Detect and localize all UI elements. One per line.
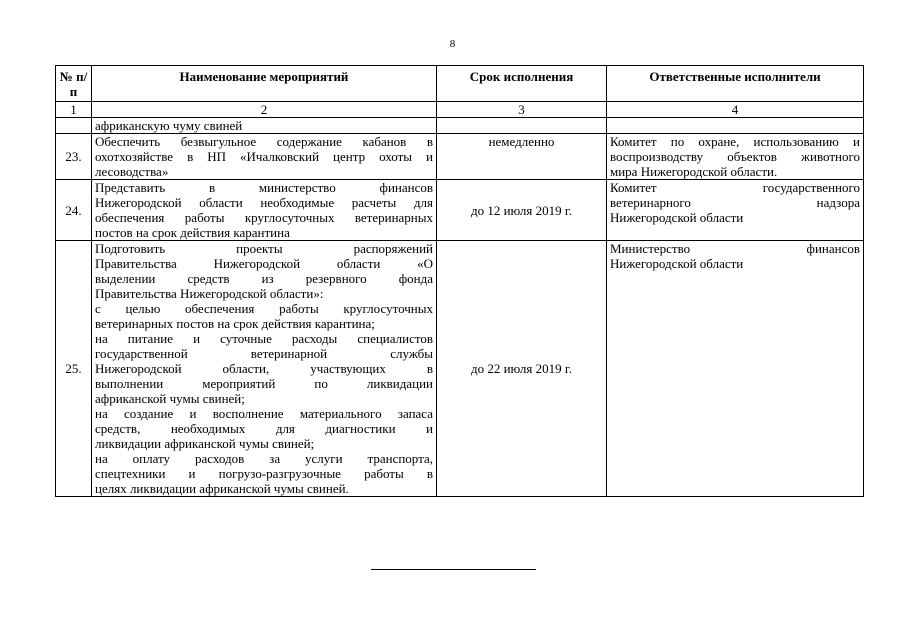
text-line: Нижегородской области необходимые расчеты для [95, 195, 433, 210]
measure-name [92, 180, 437, 241]
text-line: целях ликвидации африканской чумы свиней. [95, 481, 349, 496]
continuation-num-cell [56, 118, 92, 134]
measures-table [55, 65, 864, 497]
deadline: немедленно [437, 134, 607, 180]
index-cell-2: 2 [92, 102, 437, 118]
text-line: ликвидации африканской чумы свиней; [95, 436, 315, 451]
header-num: № п/п [56, 66, 92, 102]
text-line: средств, необходимых для диагностики и [95, 421, 433, 436]
continuation-row [56, 118, 864, 134]
text-line: Министерство финансов [610, 241, 860, 256]
text-line: мира Нижегородской области. [610, 164, 778, 179]
measure-name [92, 241, 437, 497]
text-line: на создание и восполнение материального запаса [95, 406, 433, 421]
text-line: выделении средств из резервного фонда [95, 271, 433, 286]
text-line: ветеринарных постов на срок действия карантина; [95, 316, 375, 331]
responsible [607, 134, 864, 180]
text-line: Нижегородской области [610, 256, 744, 271]
table-row [56, 241, 864, 497]
text-line: Правительства Нижегородской области «О [95, 256, 433, 271]
row-num: 25. [56, 241, 92, 497]
row-num: 23. [56, 134, 92, 180]
text-line: Обеспечить безвыгульное содержание кабанов в [95, 134, 433, 149]
header-deadline: Срок исполнения [437, 66, 607, 102]
text-line: воспроизводству объектов животного [610, 149, 860, 164]
footer-divider [371, 569, 536, 570]
index-cell-4: 4 [607, 102, 864, 118]
header-name: Наименование мероприятий [92, 66, 437, 102]
text-line: на питание и суточные расходы специалистов [95, 331, 433, 346]
text-line: постов на срок действия карантина [95, 225, 290, 240]
deadline: до 12 июля 2019 г. [437, 180, 607, 241]
table-row [56, 134, 864, 180]
page-number: 8 [449, 38, 456, 50]
continuation-responsible-cell [607, 118, 864, 134]
table-row [56, 180, 864, 241]
text-line: ветеринарного надзора [610, 195, 860, 210]
text-line: Представить в министерство финансов [95, 180, 433, 195]
header-row [56, 66, 864, 102]
text-line: с целью обеспечения работы круглосуточных [95, 301, 433, 316]
text-line: обеспечения работы круглосуточных ветеринарных [95, 210, 433, 225]
text-line: Нижегородской области, участвующих в [95, 361, 433, 376]
text-line: Нижегородской области [610, 210, 744, 225]
text-line: Комитет государственного [610, 180, 860, 195]
deadline: до 22 июля 2019 г. [437, 241, 607, 497]
responsible [607, 180, 864, 241]
index-cell-3: 3 [437, 102, 607, 118]
text-line: государственной ветеринарной службы [95, 346, 433, 361]
text-line: Комитет по охране, использованию и [610, 134, 860, 149]
text-line: охотхозяйстве в НП «Ичалковский центр охоты и [95, 149, 433, 164]
measure-name [92, 134, 437, 180]
text-line: африканской чумы свиней; [95, 391, 245, 406]
index-row [56, 102, 864, 118]
header-responsible: Ответственные исполнители [607, 66, 864, 102]
continuation-deadline-cell [437, 118, 607, 134]
text-line: Подготовить проекты распоряжений [95, 241, 433, 256]
text-line: Правительства Нижегородской области»: [95, 286, 324, 301]
text-line: на оплату расходов за услуги транспорта, [95, 451, 433, 466]
continuation-text: африканскую чуму свиней [92, 118, 437, 134]
responsible [607, 241, 864, 497]
index-cell-1: 1 [56, 102, 92, 118]
text-line: лесоводства» [95, 164, 169, 179]
text-line: выполнении мероприятий по ликвидации [95, 376, 433, 391]
row-num: 24. [56, 180, 92, 241]
text-line: спецтехники и погрузо-разгрузочные работы в [95, 466, 433, 481]
